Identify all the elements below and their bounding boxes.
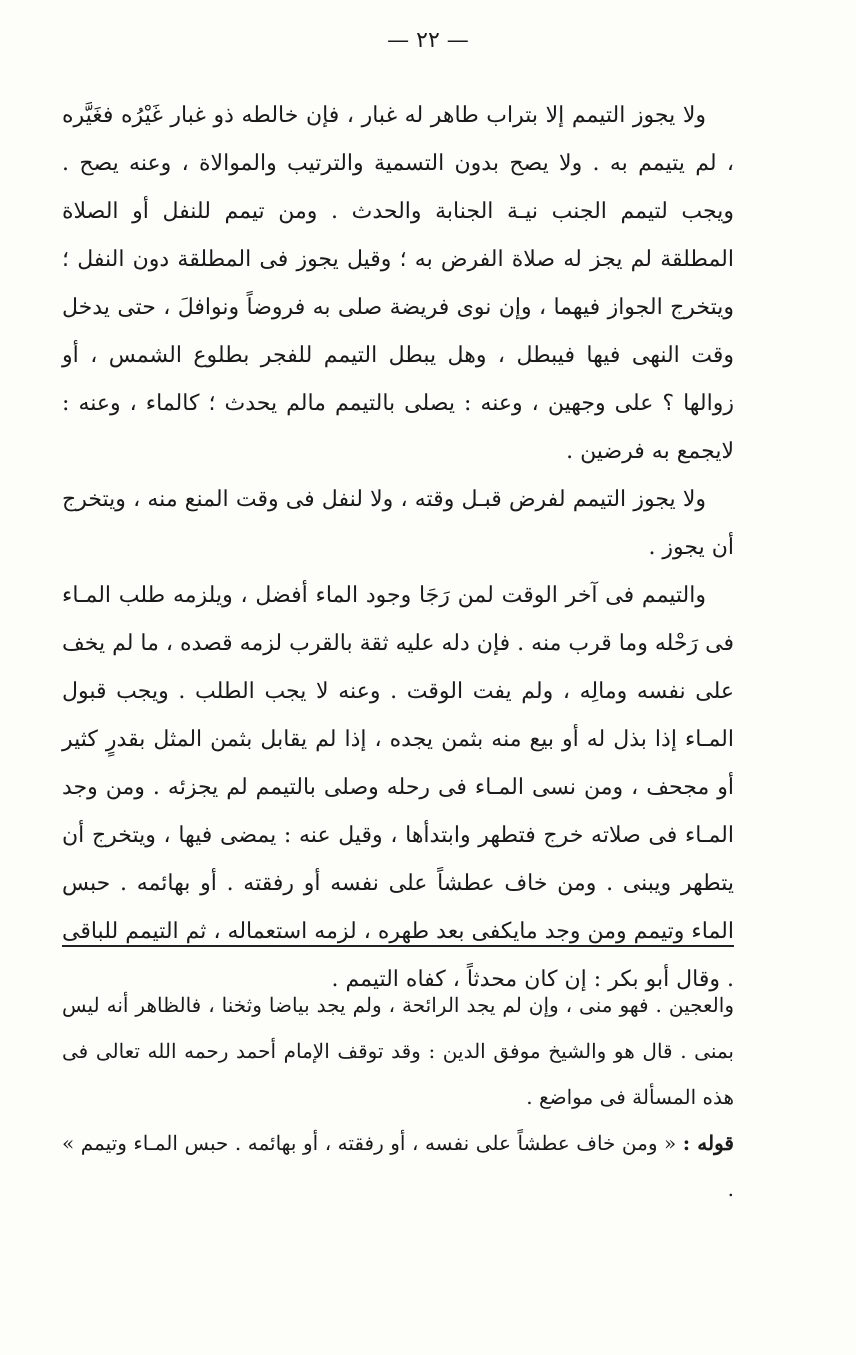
footnote-quote: « ومن خاف عطشاً على نفسه ، أو رفقته ، أو بهائمه . حبس المـاء وتيمم » . [62, 1131, 734, 1201]
footnote-lead-word: قوله : [682, 1131, 734, 1155]
paragraph-tayammum-timing: ولا يجوز التيمم لفرض قبـل وقته ، ولا لنفل فى وقت المنع منه ، ويتخرج أن يجوز . [62, 487, 734, 560]
paragraph-tayammum-water-search: والتيمم فى آخر الوقت لمن رَجَا وجود الماء أفضل ، ويلزمه طلب المـاء فى رَحْله وما قرب منه . فإن دله عليه ثقة بالقرب لزمه قصده ، ما لم يخف على نفسه ومالِه ، ولم يفت الوقت . وعنه لا يجب الطلب . ويجب قبول المـاء إذا بذل له أو بيع منه بثمن يجده ، إذا لم يقابل بثمن المثل بقدرٍ كثير أو مجحف ، ومن نسى المـاء فى رحله وصلى بالتيمم لم يجزئه . ومن وجد المـاء فى صلاته خرج فتطهر وابتدأها ، وقيل عنه : يمضى فيها ، ويتخرج أن يتطهر ويبنى . ومن خاف عطشاً على نفسه أو رفقته . أو بهائمه . حبس الماء وتيمم ومن وجد مايكفى بعد طهره ، لزمه استعماله ، ثم التيمم للباقى . وقال أبو بكر : إن كان محدثاً ، كفاه التيمم . [62, 583, 734, 992]
footnote-divider [62, 945, 734, 947]
paragraph-tayammum-conditions: ولا يجوز التيمم إلا بتراب طاهر له غبار ، فإن خالطه ذو غبار غَيْرُه فغَيَّره ، لم يتيمم به . ولا يصح بدون التسمية والترتيب والموالاة ، وعنه يصح . ويجب لتيمم الجنب نيـة الجنابة والحدث . ومن تيمم للنفل أو الصلاة المطلقة لم يجز له صلاة الفرض به ؛ وقيل يجوز فى المطلقة دون النفل ؛ ويتخرج الجواز فيهما ، وإن نوى فريضة صلى به فروضاً ونوافلَ ، حتى يدخل وقت النهى فيها فيبطل ، وهل يبطل التيمم للفجر بطلوع الشمس ، أو زوالها ؟ على وجهين ، وعنه : يصلى بالتيمم مالم يحدث ؛ كالماء ، وعنه : لايجمع به فرضين . [62, 103, 734, 464]
page-number: — ٢٢ — [387, 28, 469, 53]
main-text [62, 92, 734, 1004]
footnote-text [62, 982, 734, 1212]
footnote-paragraph-2 [62, 1120, 734, 1212]
footnote-paragraph-1: والعجين . فهو منى ، وإن لم يجد الرائحة ، ولم يجد بياضا وثخنا ، فالظاهر أنه ليس بمنى . قال هو والشيخ موفق الدين : وقد توقف الإمام أحمد رحمه الله تعالى فى هذه المسألة فى مواضع . [62, 993, 734, 1109]
